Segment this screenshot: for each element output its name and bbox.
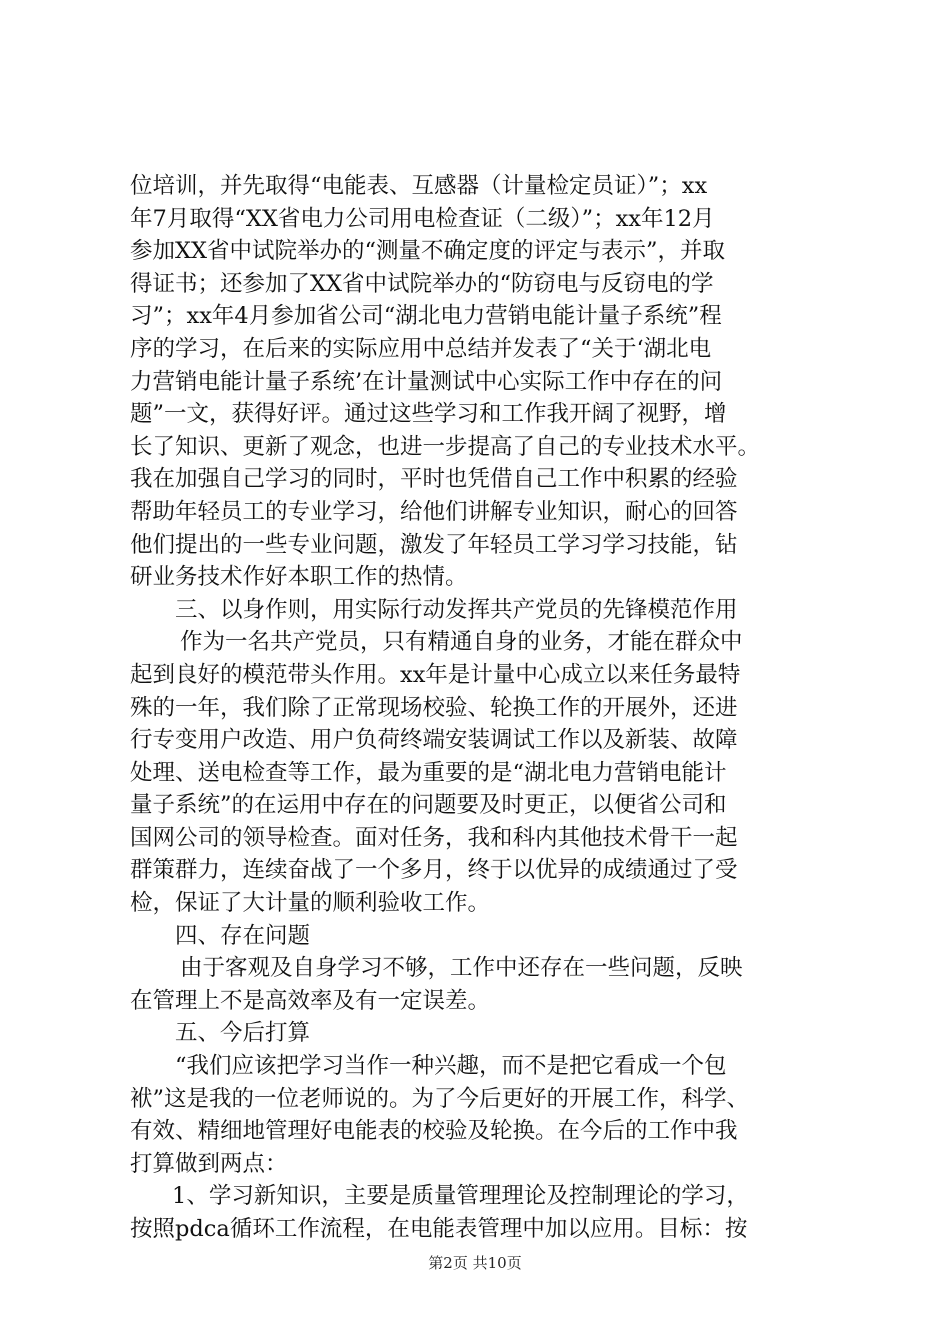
text-line: 起到良好的模范带头作用。xx年是计量中心成立以来任务最特	[130, 661, 741, 688]
text-line: 研业务技术作好本职工作的热情。	[130, 564, 468, 591]
text-line: 题”一文，获得好评。通过这些学习和工作我开阔了视野，增	[130, 401, 727, 428]
paragraph-start-line: “我们应该把学习当作一种兴趣，而不是把它看成一个包	[175, 1053, 727, 1080]
text-line: 位培训，并先取得“电能表、互感器（计量检定员证）”；xx	[130, 173, 708, 199]
section-heading: 三、以身作则，用实际行动发挥共产党员的先锋模范作用	[175, 596, 738, 623]
text-line: 他们提出的一些专业问题，激发了年轻员工学习学习技能，钻	[130, 531, 738, 558]
text-line: 力营销电能计量子系统’在计量测试中心实际工作中存在的问	[130, 368, 723, 395]
text-line: 年7月取得“XX省电力公司用电检查证（二级）”；xx年12月	[130, 205, 715, 232]
text-line: 打算做到两点：	[130, 1150, 288, 1177]
text-line: 国网公司的领导检查。面对任务，我和科内其他技术骨干一起	[130, 824, 738, 851]
section-heading: 四、存在问题	[175, 922, 311, 949]
text-line: 袱”这是我的一位老师说的。为了今后更好的开展工作，科学、	[130, 1085, 750, 1112]
text-line: 参加XX省中试院举办的“测量不确定度的评定与表示”，并取	[130, 238, 726, 265]
text-line: 殊的一年，我们除了正常现场校验、轮换工作的开展外，还进	[130, 694, 738, 721]
text-line: 习”；xx年4月参加省公司“湖北电力营销电能计量子系统”程	[130, 303, 722, 330]
text-line: 群策群力，连续奋战了一个多月，终于以优异的成绩通过了受	[130, 857, 738, 884]
text-line: 帮助年轻员工的专业学习，给他们讲解专业知识，耐心的回答	[130, 498, 738, 525]
list-item-line: 1、学习新知识，主要是质量管理理论及控制理论的学习，	[172, 1183, 749, 1210]
text-line: 处理、送电检查等工作，最为重要的是“湖北电力营销电能计	[130, 759, 727, 786]
text-line: 有效、精细地管理好电能表的校验及轮换。在今后的工作中我	[130, 1118, 738, 1145]
text-line: 得证书；还参加了XX省中试院举办的“防窃电与反窃电的学	[130, 270, 714, 297]
document-body	[130, 170, 830, 1246]
text-line: 长了知识、更新了观念，也进一步提高了自己的专业技术水平。	[130, 433, 761, 460]
text-line: 序的学习，在后来的实际应用中总结并发表了“关于‘湖北电	[130, 335, 712, 362]
paragraph-start-line: 由于客观及自身学习不够，工作中还存在一些问题，反映	[180, 955, 743, 982]
section-heading: 五、今后打算	[175, 1020, 311, 1047]
text-line: 在管理上不是高效率及有一定误差。	[130, 987, 491, 1014]
page-number-footer: 第2页 共10页	[428, 1254, 522, 1272]
text-line: 行专变用户改造、用户负荷终端安装调试工作以及新装、故障	[130, 727, 738, 754]
text-line: 我在加强自己学习的同时，平时也凭借自己工作中积累的经验	[130, 466, 738, 493]
text-line: 量子系统”的在运用中存在的问题要及时更正，以便省公司和	[130, 792, 727, 819]
text-line: 按照pdca循环工作流程，在电能表管理中加以应用。目标：按	[130, 1216, 748, 1242]
text-line: 检，保证了大计量的顺利验收工作。	[130, 890, 491, 917]
paragraph-start-line: 作为一名共产党员，只有精通自身的业务，才能在群众中	[180, 629, 743, 656]
